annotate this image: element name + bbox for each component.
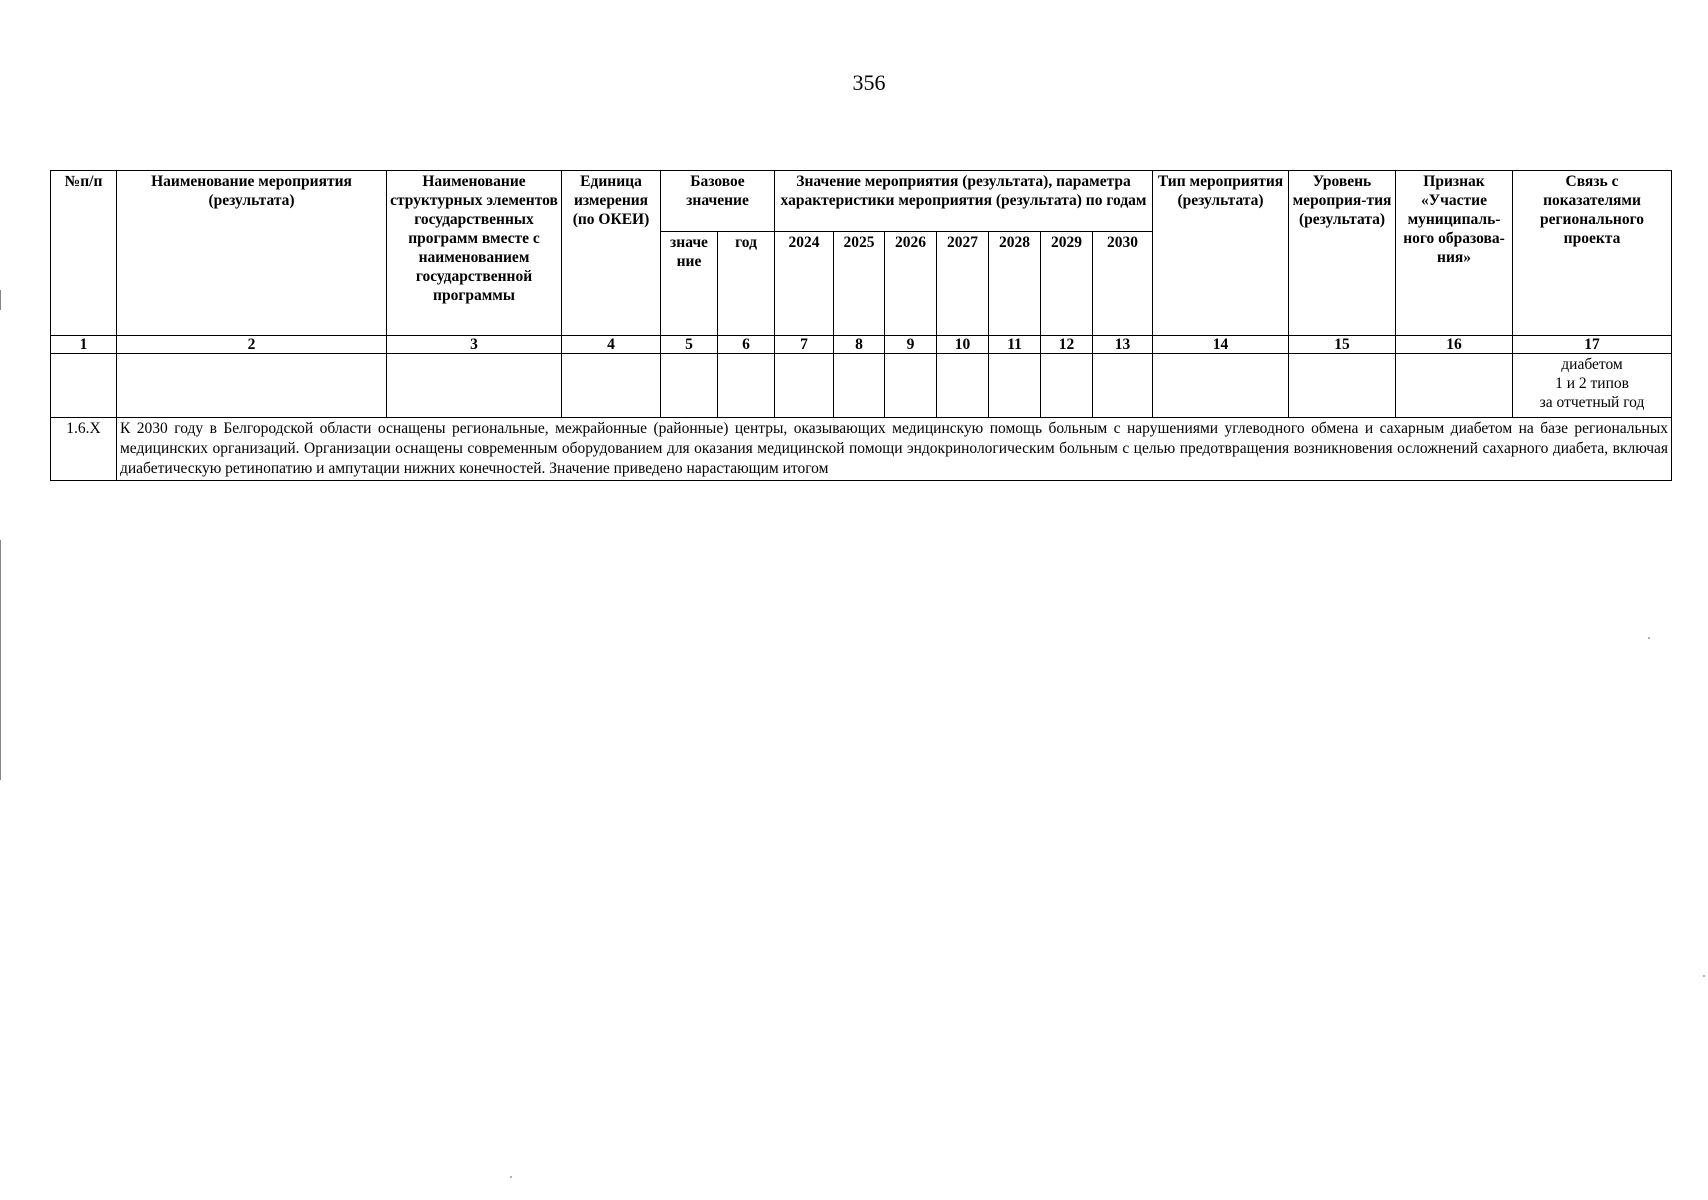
link-cell bbox=[1513, 354, 1672, 418]
header-name: Наименование мероприятия (результата) bbox=[117, 171, 387, 336]
header-base-value: значе ние bbox=[661, 232, 718, 336]
column-number: 15 bbox=[1289, 336, 1396, 354]
column-number: 14 bbox=[1153, 336, 1289, 354]
column-numbers-row bbox=[51, 336, 1672, 354]
empty-cell bbox=[117, 354, 387, 418]
empty-cell bbox=[1396, 354, 1513, 418]
empty-cell bbox=[387, 354, 562, 418]
column-number: 10 bbox=[937, 336, 989, 354]
link-text-line: за отчетный год bbox=[1539, 394, 1645, 411]
link-text-line: 1 и 2 типов bbox=[1555, 375, 1629, 392]
header-year-2027: 2027 bbox=[937, 232, 989, 336]
header-year-2024: 2024 bbox=[775, 232, 834, 336]
header-structural: Наименование структурных элементов государственных программ вместе с наименованием государственной программы bbox=[387, 171, 562, 336]
column-number: 2 bbox=[117, 336, 387, 354]
column-number: 1 bbox=[51, 336, 117, 354]
header-level: Уровень мероприя-тия (результата) bbox=[1289, 171, 1396, 336]
column-number: 9 bbox=[885, 336, 937, 354]
column-number: 16 bbox=[1396, 336, 1513, 354]
column-number: 5 bbox=[661, 336, 718, 354]
page-number: 356 bbox=[852, 70, 886, 95]
header-row-top bbox=[51, 171, 1672, 232]
empty-cell bbox=[1153, 354, 1289, 418]
row-description: К 2030 году в Белгородской области оснащены региональные, межрайонные (районные) центры, оказывающих медицинскую помощь больным с нарушениями углеводного обмена и сахарным диабетом на базе региональных медицинских организаций. Организации оснащены современным оборудованием для оказания медицинской помощи эндокринологическим больным с целью предотвращения возникновения осложнений сахарного диабета, включая диабетическую ретинопатию и ампутации нижних конечностей. Значение приведено нарастающим итогом bbox=[117, 418, 1672, 481]
empty-cell bbox=[775, 354, 834, 418]
empty-cell bbox=[562, 354, 661, 418]
header-year-2029: 2029 bbox=[1041, 232, 1093, 336]
row-number: 1.6.X bbox=[51, 418, 117, 481]
scan-speck bbox=[510, 1176, 512, 1178]
empty-cell bbox=[1289, 354, 1396, 418]
header-num: №п/п bbox=[51, 171, 117, 336]
header-municipal: Признак «Участие муниципаль-ного образова-ния» bbox=[1396, 171, 1513, 336]
header-values-group: Значение мероприятия (результата), параметра характеристики мероприятия (результата) по годам bbox=[775, 171, 1153, 232]
continuation-row bbox=[51, 354, 1672, 418]
scan-edge-mark bbox=[0, 540, 1, 780]
empty-cell bbox=[989, 354, 1041, 418]
column-number: 7 bbox=[775, 336, 834, 354]
empty-cell bbox=[885, 354, 937, 418]
empty-cell bbox=[661, 354, 718, 418]
column-number: 3 bbox=[387, 336, 562, 354]
header-base-year: год bbox=[718, 232, 775, 336]
column-number: 11 bbox=[989, 336, 1041, 354]
header-year-2028: 2028 bbox=[989, 232, 1041, 336]
column-number: 6 bbox=[718, 336, 775, 354]
table-row bbox=[51, 418, 1672, 481]
scan-edge-mark bbox=[0, 290, 1, 310]
empty-cell bbox=[51, 354, 117, 418]
empty-cell bbox=[718, 354, 775, 418]
column-number: 8 bbox=[834, 336, 885, 354]
header-year-2030: 2030 bbox=[1093, 232, 1153, 336]
empty-cell bbox=[834, 354, 885, 418]
empty-cell bbox=[937, 354, 989, 418]
header-unit: Единица измерения (по ОКЕИ) bbox=[562, 171, 661, 336]
empty-cell bbox=[1093, 354, 1153, 418]
link-text-line: диабетом bbox=[1561, 356, 1623, 373]
empty-cell bbox=[1041, 354, 1093, 418]
column-number: 17 bbox=[1513, 336, 1672, 354]
column-number: 13 bbox=[1093, 336, 1153, 354]
header-year-2026: 2026 bbox=[885, 232, 937, 336]
header-type: Тип мероприятия (результата) bbox=[1153, 171, 1289, 336]
column-number: 4 bbox=[562, 336, 661, 354]
column-number: 12 bbox=[1041, 336, 1093, 354]
scan-speck bbox=[1703, 975, 1705, 977]
header-base-group: Базовое значение bbox=[661, 171, 775, 232]
scan-speck bbox=[1648, 637, 1650, 639]
header-link: Связь с показателями регионального проекта bbox=[1513, 171, 1672, 336]
events-table bbox=[50, 170, 1672, 481]
header-year-2025: 2025 bbox=[834, 232, 885, 336]
